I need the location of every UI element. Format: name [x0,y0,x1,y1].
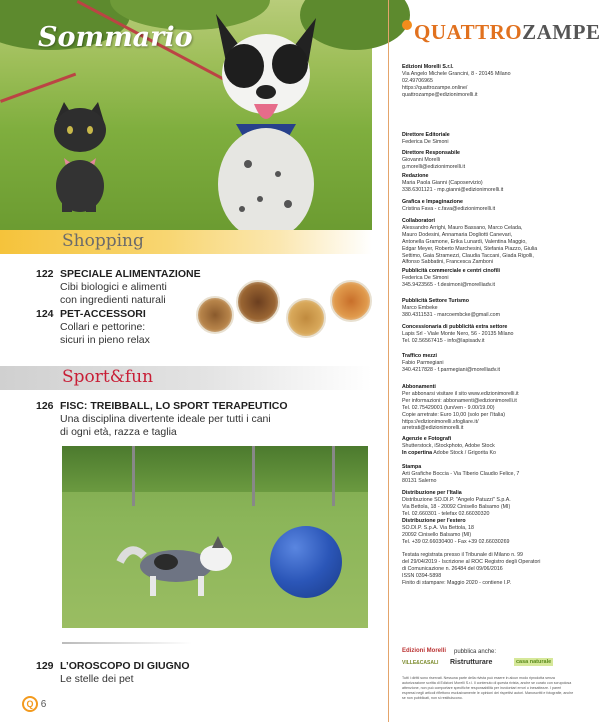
imprint-block [402,464,574,485]
logo-part-2: ZAMPE [522,20,600,44]
imprint-line: Antonella Gramone, Erika Lunardi, Valentina Maggio, [402,238,527,245]
description-line: sicuri in pieno relax [60,334,150,346]
imprint-line: Testata registrata presso il Tribunale di Milano n. 99 [402,552,524,558]
imprint-line: ISSN 0394-5898 [402,572,442,579]
running-dog-illustration [120,532,250,602]
food-bowl [330,280,372,322]
page-number: 124 [36,308,54,320]
imprint-line: Per informazioni: abbonamenti@edizionimorelli.it [402,397,517,404]
imprint-line: Marco Embeke [402,304,438,311]
imprint-line: del 29/04/2019 - Iscrizione al ROC Registro degli Operatori [402,558,541,565]
quattrozampe-logo [402,20,600,48]
imprint-line: Federica De Simoni [402,138,449,145]
imprint-block [402,173,574,194]
column-divider [388,0,389,722]
imprint-heading [402,64,574,71]
section-title-sport: Sport&fun [62,367,154,387]
section-title-shopping: Shopping [62,231,144,251]
imprint-line: Via Bettola, 18 - 20092 Cinisello Balsamo (MI) [402,503,511,510]
imprint-line: 338.6301121 - mp.gianni@edizionimorelli.it [402,186,504,193]
imprint-heading [402,518,574,525]
imprint-line: Via Angelo Michele Grancini, 8 - 20145 Milano [402,70,511,77]
paw-icon [402,20,412,30]
page-number: 126 [36,400,54,412]
imprint-line: Finito di stampare: Maggio 2020 - contiene I.P. [402,579,512,586]
description-line: Cibi biologici e alimenti [60,281,167,293]
imprint-line: 02.49706965 [402,77,433,84]
treibball-ball [270,526,342,598]
imprint-line: 340.4217828 - f.parmegiani@morelliadv.it [402,366,501,373]
imprint-block [402,268,574,289]
article-description [60,413,271,439]
imprint-line: arretrati@edizionimorelli.it [402,425,464,432]
imprint-line: Per abbonarsi visitare il sito www.edizionimorelli.it [402,390,519,397]
imprint-block [402,490,574,518]
leash-line [0,73,76,103]
imprint-heading-text: Pubblicità Settore Turismo [402,298,470,304]
imprint-block [402,298,574,319]
trees-background [62,446,368,492]
imprint-line: 80131 Salerno [402,477,437,484]
imprint-line: Settimo, Gaia Stramezzi, Claudia Taccani, Giada Rigolli, [402,252,534,259]
imprint-block [402,353,574,374]
copyright-notice: Tutti i diritti sono riservati. Nessuna parte della rivista può essere in alcun modo riprodotta senza autorizzazione scritta di Edizioni Morelli S.r.l. Il contenuto di questa rivista, anche se curato con scrupolosa attenzione, non può comportare specifiche responsabilità per involontari errori o inesattezze. I pareri espressi negli articoli riflettono esclusivamente le opinioni dei rispettivi autori. Manoscritti e fotografie, anche se non pubblicati, non si restituiscono. [402,676,574,700]
treibball-photo [62,446,368,628]
pubblica-anche-label: pubblica anche: [454,649,497,655]
article-description [60,281,167,307]
page-folio [22,696,46,712]
dog-illustration [196,4,336,234]
imprint-line: https://quattrozampe.online/ [402,84,468,91]
imprint-line: Mauro Dodesini, Annamaria Dogliotti Canevari, [402,231,513,238]
description-line: con ingredienti naturali [60,294,166,306]
food-bowl [236,280,280,324]
imprint-line: Alessandro Arrighi, Mauro Bassano, Marco Celada, [402,224,523,231]
imprint-block [402,64,574,99]
imprint-heading-text: Collaboratori [402,218,435,224]
imprint-line: Tel. +39 02.66030400 - Fax +39 02.66030269 [402,538,510,545]
imprint-line: Edgar Meyer, Roberto Marchesini, Stefania Piazzo, Giulia [402,245,538,252]
article-title: L’OROSCOPO DI GIUGNO [60,660,190,672]
article-title: SPECIALE ALIMENTAZIONE [60,268,201,280]
imprint-block [402,324,574,345]
imprint-heading [402,268,574,275]
imprint-heading [402,490,574,497]
section-bar-sport [0,366,372,390]
imprint-line: Arti Grafiche Boccia - Via Tiberio Claudio Felice, 7 [402,470,520,477]
imprint-heading-text: Abbonamenti [402,384,436,390]
casa-naturale-logo: casa naturale [516,659,552,665]
imprint-line: quattrozampe@edizionimorelli.it [402,91,478,98]
imprint-block [402,199,574,213]
imprint-heading [402,436,574,443]
fence-post [132,446,135,506]
imprint-line: Giovanni Morelli [402,156,440,163]
imprint-heading-text: Direttore Responsabile [402,150,460,156]
imprint-heading-text: Agenzie e Fotografi [402,436,452,442]
imprint-heading-text: Traffico mezzi [402,353,438,359]
imprint-block [402,218,574,266]
description-line: Collari e pettorine: [60,321,146,333]
imprint-heading-text: Stampa [402,464,422,470]
imprint-heading [402,218,574,225]
imprint-heading [402,464,574,471]
imprint-heading [402,132,574,139]
imprint-line: SO.DI.P. S.p.A. Via Bettola, 18 [402,524,474,531]
pet-food-bowls-photo [196,282,372,342]
cat-illustration [42,100,122,212]
imprint-line: g.morelli@edizionimorelli.it [402,163,466,170]
imprint-block [402,552,574,587]
imprint-heading [402,173,574,180]
imprint-heading-text: Distribuzione per l’estero [402,518,466,524]
imprint-heading-text: Pubblicità commerciale e centri cinofili [402,268,501,274]
imprint-line: Federica De Simoni [402,274,449,281]
food-bowl [286,298,326,338]
article-description [60,673,134,686]
imprint-heading [402,384,574,391]
imprint-heading [402,353,574,360]
imprint-block [402,436,574,450]
ristrutturare-logo: Ristrutturare [450,659,493,666]
description-line: Una disciplina divertente ideale per tutti i cani [60,413,271,425]
imprint-inline-text: Adobe Stock / Grigorita Ko [432,450,496,456]
hero-photo-cat-and-dog [0,0,372,238]
imprint-block [402,518,574,546]
imprint-heading [402,199,574,206]
imprint-block [402,450,574,457]
imprint-heading-text: Grafica e Impaginazione [402,199,463,205]
fence-post [252,446,255,506]
imprint-line: Cristina Fava - c.fava@edizionimorelli.it [402,205,496,212]
article-description [60,321,150,347]
imprint-heading-text: Redazione [402,173,429,179]
imprint-heading-text: In copertina [402,450,433,456]
magazine-logo-icon: Q [22,696,38,712]
imprint-block [402,132,574,146]
page-number-folio: 6 [40,699,47,710]
edizioni-morelli-logo: Edizioni Morelli [402,648,447,654]
description-line: di ogni età, razza e taglia [60,426,177,438]
imprint-line: Copie arretrate: Euro 10,00 (solo per l’Italia) [402,411,506,418]
imprint-line: Alfonso Sabbatini, Francesca Zamboni [402,259,493,266]
imprint-line: Tel. 02.56567415 - info@lapisadv.it [402,337,485,344]
description-line: Le stelle dei pet [60,673,134,685]
imprint-line: 20092 Cinisello Balsamo (MI) [402,531,472,538]
imprint-line: Tel. 02.75429001 (lun/ven - 9.00/19.00) [402,404,495,411]
imprint-heading [402,298,574,305]
imprint-line: Tel. 02.660301 - telefax 02.66030320 [402,510,490,517]
imprint-heading [402,150,574,157]
imprint-line: Fabio Parmegiani [402,359,444,366]
ville-casali-logo: VILLE&CASALI [402,660,439,666]
imprint-line: Maria Paola Gianni (Caposervizio) [402,179,483,186]
imprint-block [402,384,574,432]
article-title: FISC: TREIBBALL, LO SPORT TERAPEUTICO [60,400,288,412]
article-title: PET-ACCESSORI [60,308,146,320]
imprint-heading [402,324,574,331]
imprint-line: Lapis Srl - Viale Monte Nero, 56 - 20135 Milano [402,330,514,337]
imprint-line: https://edizionimorelli.sfogliare.it/ [402,418,479,425]
page-number: 122 [36,268,54,280]
section-bar-shopping [0,230,372,254]
sommario-title: Sommario [38,22,193,53]
imprint-heading-text: Edizioni Morelli S.r.l. [402,64,454,70]
fence-post [332,446,335,506]
imprint-line: 345.9423565 - f.desimoni@morelliadv.it [402,281,496,288]
imprint-heading [402,450,574,457]
imprint-line: 380.4311531 - marcoembcke@gmail.com [402,311,501,318]
imprint-heading-text: Concessionaria di pubblicità extra settore [402,324,508,330]
page-number: 129 [36,660,54,672]
imprint-line: Distribuzione SO.DI.P. "Angelo Patuzzi" S.p.A. [402,496,511,503]
imprint-block [402,150,574,171]
logo-part-1: QUATTRO [414,20,523,44]
food-bowl [196,296,234,334]
imprint-heading-text: Distribuzione per l’Italia [402,490,462,496]
divider-line [62,642,192,644]
imprint-line: Shutterstock, iStockphoto, Adobe Stock [402,442,495,449]
imprint-line: di Comunicazione n. 26484 del 09/06/2016 [402,565,503,572]
imprint-heading-text: Direttore Editoriale [402,132,450,138]
